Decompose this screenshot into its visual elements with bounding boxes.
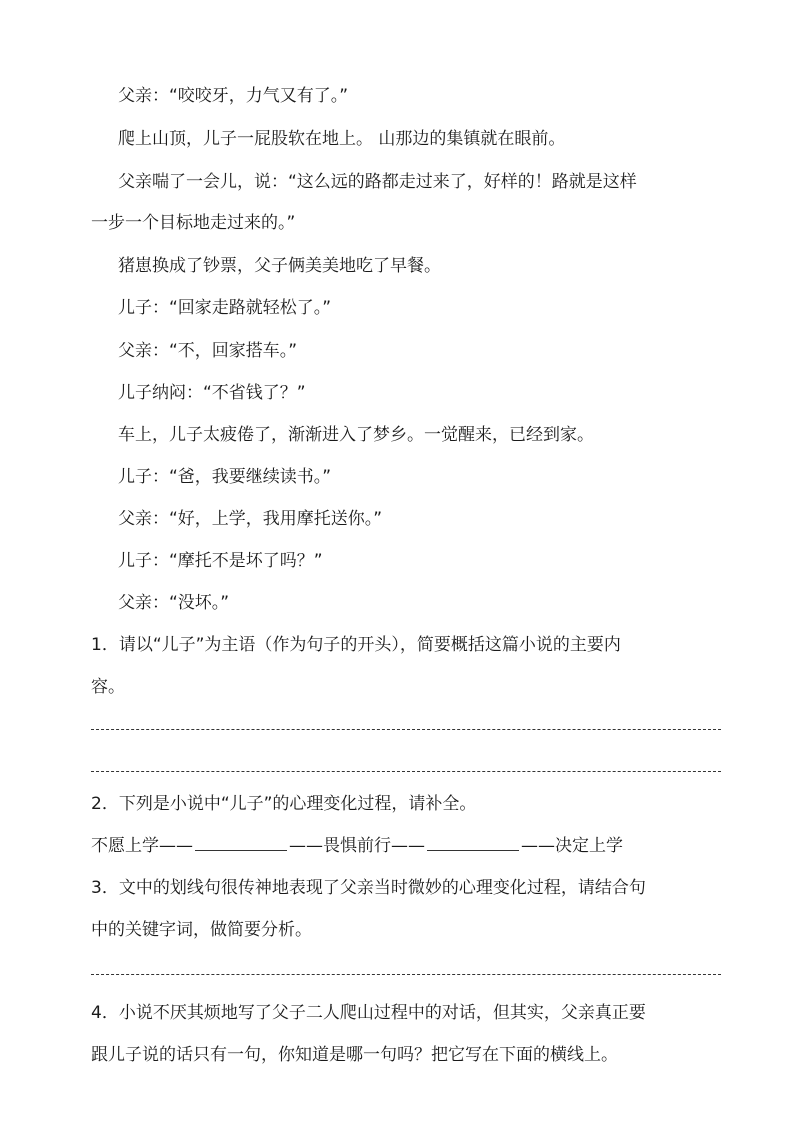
question-1: 1．请以“儿子”为主语（作为句子的开头），简要概括这篇小说的主要内 (91, 635, 621, 655)
story-paragraph: 儿子：“回家走路就轻松了。” (118, 298, 332, 318)
story-paragraph: 父亲：“咬咬牙，力气又有了。” (118, 86, 349, 106)
answer-line-q1-a[interactable] (91, 729, 721, 730)
question-3-continuation: 中的关键字词，做简要分析。 (91, 920, 312, 940)
story-paragraph-continuation: 一步一个目标地走过来的。” (91, 213, 296, 233)
story-paragraph: 父亲：“没坏。” (118, 593, 230, 613)
question-2-chain (91, 834, 623, 858)
story-paragraph: 车上，儿子太疲倦了，渐渐进入了梦乡。一觉醒来，已经到家。 (118, 425, 594, 445)
story-paragraph: 爬上山顶，儿子一屁股软在地上。 山那边的集镇就在眼前。 (118, 129, 566, 149)
question-4: 4．小说不厌其烦地写了父子二人爬山过程中的对话，但其实，父亲真正要 (91, 1003, 646, 1023)
story-paragraph: 儿子：“摩托不是坏了吗？” (118, 551, 323, 571)
chain-step-end: ——决定上学 (521, 836, 623, 856)
question-4-continuation: 跟儿子说的话只有一句，你知道是哪一句吗？把它写在下面的横线上。 (91, 1045, 618, 1065)
question-2: 2．下列是小说中“儿子”的心理变化过程，请补全。 (91, 794, 477, 814)
story-paragraph: 父亲喘了一会儿，说：“这么远的路都走过来了，好样的！路就是这样 (118, 172, 637, 192)
question-3: 3．文中的划线句很传神地表现了父亲当时微妙的心理变化过程，请结合句 (91, 878, 646, 898)
story-paragraph: 父亲：“不，回家搭车。” (118, 341, 298, 361)
story-paragraph: 儿子纳闷：“不省钱了？” (118, 383, 306, 403)
question-1-continuation: 容。 (91, 677, 125, 697)
chain-step-middle: ——畏惧前行—— (289, 836, 425, 856)
chain-step-start: 不愿上学—— (91, 836, 193, 856)
fill-blank-1[interactable] (195, 836, 287, 851)
answer-line-q1-b[interactable] (91, 771, 721, 772)
story-paragraph: 儿子：“爸，我要继续读书。” (118, 467, 332, 487)
answer-line-q3[interactable] (91, 974, 721, 975)
fill-blank-2[interactable] (427, 836, 519, 851)
story-paragraph: 父亲：“好，上学，我用摩托送你。” (118, 509, 383, 529)
story-paragraph: 猪崽换成了钞票，父子俩美美地吃了早餐。 (118, 256, 441, 276)
